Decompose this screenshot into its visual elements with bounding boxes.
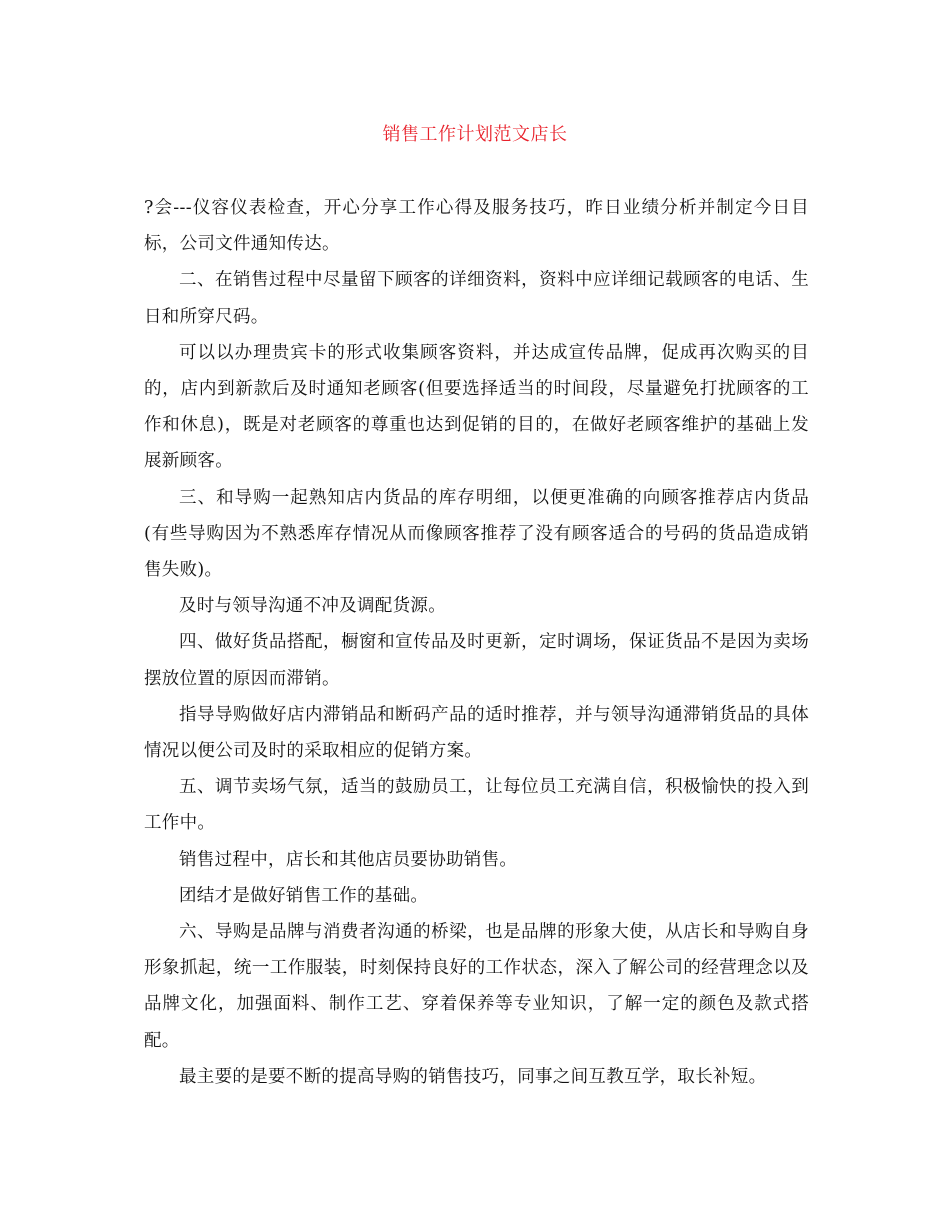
paragraph: 六、导购是品牌与消费者沟通的桥梁，也是品牌的形象大使，从店长和导购自身形象抓起，统一工作服装，时刻保持良好的工作状态，深入了解公司的经营理念以及品牌文化，加强面料、制作工艺、穿着保养等专业知识，了解一定的颜色及款式搭配。 — [144, 922, 809, 1051]
paragraph: 二、在销售过程中尽量留下顾客的详细资料，资料中应详细记载顾客的电话、生日和所穿尺码。 — [144, 270, 809, 327]
paragraph: 五、调节卖场气氛，适当的鼓励员工，让每位员工充满自信，积极愉快的投入到工作中。 — [144, 777, 809, 834]
paragraph: ?会---仪容仪表检查，开心分享工作心得及服务技巧，昨日业绩分析并制定今日目标，公司文件通知传达。 — [144, 198, 809, 255]
paragraph: 可以以办理贵宾卡的形式收集顾客资料，并达成宣传品牌，促成再次购买的目的，店内到新款后及时通知老顾客(但要选择适当的时间段，尽量避免打扰顾客的工作和休息)，既是对老顾客的尊重也达到促销的目的，在做好老顾客维护的基础上发展新顾客。 — [144, 342, 809, 472]
paragraph: 销售过程中，店长和其他店员要协助销售。 — [179, 849, 518, 870]
paragraph: 团结才是做好销售工作的基础。 — [179, 885, 429, 906]
paragraph: 最主要的是要不断的提高导购的销售技巧，同事之间互教互学，取长补短。 — [179, 1066, 767, 1087]
paragraph: 指导导购做好店内滞销品和断码产品的适时推荐，并与领导沟通滞销货品的具体情况以便公司及时的采取相应的促销方案。 — [144, 704, 809, 762]
paragraph: 及时与领导沟通不冲及调配货源。 — [179, 596, 446, 617]
paragraph: 四、做好货品搭配，橱窗和宣传品及时更新，定时调场，保证货品不是因为卖场摆放位置的原因而滞销。 — [144, 632, 809, 689]
paragraph: 三、和导购一起熟知店内货品的库存明细，以便更准确的向顾客推荐店内货品(有些导购因为不熟悉库存情况从而像顾客推荐了没有顾客适合的号码的货品造成销售失败)。 — [144, 487, 809, 581]
document-body — [144, 190, 809, 1095]
document-title: 销售工作计划范文店长 — [382, 124, 568, 145]
